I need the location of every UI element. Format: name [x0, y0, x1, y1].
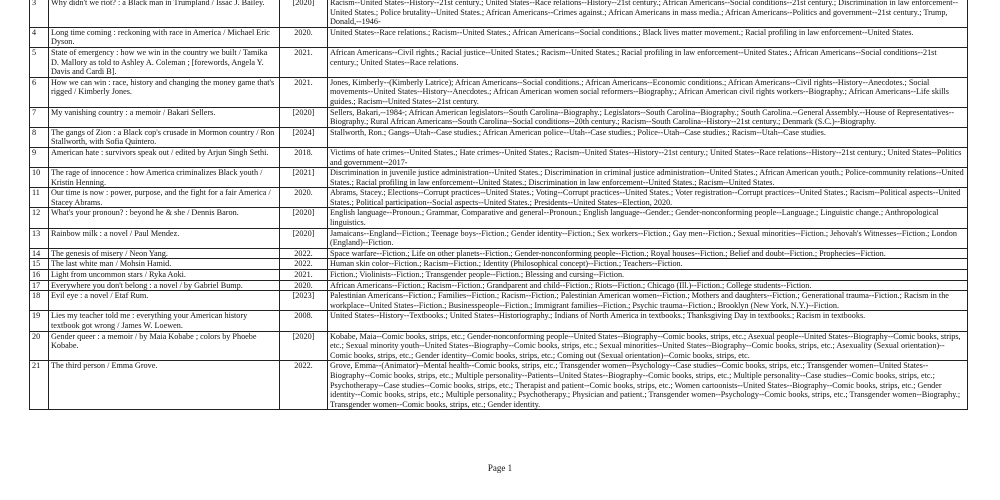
year-cell: 2008. [280, 311, 328, 331]
table-row [30, 188, 968, 208]
row-number-cell: 14 [30, 248, 49, 259]
table-row [30, 311, 968, 331]
table-row [30, 127, 968, 147]
subjects-cell: Human skin color--Fiction.; Racism--Fiction.; Identity (Philosophical concept)--Fiction.; Teachers--Fiction. [328, 259, 968, 270]
title-cell: The genesis of misery / Neon Yang. [49, 248, 280, 259]
row-number-cell: 15 [30, 259, 49, 270]
subjects-cell: Space warfare--Fiction.; Life on other planets--Fiction.; Gender-nonconforming people--Fiction.; Royal houses--Fiction.; Belief and doubt--Fiction.; Prophecies--Fiction. [328, 248, 968, 259]
table-row [30, 77, 968, 107]
title-cell: Everywhere you don't belong : a novel / by Gabriel Bump. [49, 280, 280, 291]
row-number-cell: 17 [30, 280, 49, 291]
title-cell: Rainbow milk : a novel / Paul Mendez. [49, 228, 280, 248]
year-cell: [2021] [280, 168, 328, 188]
year-cell: 2021. [280, 47, 328, 77]
row-number-cell: 18 [30, 291, 49, 311]
table-row [30, 331, 968, 361]
row-number-cell: 5 [30, 47, 49, 77]
year-cell: [2020] [280, 208, 328, 228]
page-number: Page 1 [487, 463, 513, 473]
subjects-cell: United States--History--Textbooks.; United States--Historiography.; Indians of North America in textbooks.; Thanksgiving Day in textbooks.; Racism in textbooks. [328, 311, 968, 331]
year-cell: 2021. [280, 77, 328, 107]
row-number-cell: 11 [30, 188, 49, 208]
subjects-cell: Palestinian Americans--Fiction.; Families--Fiction.; Racism--Fiction.; Palestinian American women--Fiction.; Mothers and daughters--Fiction.; Generational trauma--Fiction.; Racism in the workplace--United States--Fiction.; Businesspeople--Fiction.; Immigrant families--Fiction.; Psychic trauma--Fiction.; Brooklyn (New York, N.Y.)--Fiction. [328, 291, 968, 311]
subjects-cell: Sellers, Bakari,--1984-; African American legislators--South Carolina--Biography.; Legislators--South Carolina--Biography.; South Carolina.--General Assembly.--House of Representatives--Biography.; Rural African Americans--South Carolina--Social conditions--20th century.; Racism--South Carolina--History--21st century.; Denmark (S.C.)--Biography. [328, 107, 968, 127]
catalog-table [29, 0, 968, 410]
title-cell: Lies my teacher told me : everything your American history textbook got wrong / James W. Loewen. [49, 311, 280, 331]
subjects-cell: Jones, Kimberly--(Kimberly Latrice); African Americans--Social conditions.; African Americans--Economic conditions.; African Americans--Civil rights--History--Anecdotes.; Social movements--United States--History--Anecdotes.; African American women social reformers--Biography.; African American civil rights workers--Biography.; African Americans--Life skills guides.; Racism--United States--21st century. [328, 77, 968, 107]
subjects-cell: United States--Race relations.; Racism--United States.; African Americans--Social conditions.; Black lives matter movement.; Racial profiling in law enforcement--United States. [328, 27, 968, 47]
year-cell: 2020. [280, 188, 328, 208]
table-row [30, 228, 968, 248]
year-cell: 2021. [280, 270, 328, 281]
row-number-cell: 16 [30, 270, 49, 281]
table-row [30, 107, 968, 127]
title-cell: Evil eye : a novel / Etaf Rum. [49, 291, 280, 311]
subjects-cell: African Americans--Fiction.; Racism--Fiction.; Grandparent and child--Fiction.; Riots--Fiction.; Chicago (Ill.)--Fiction.; College students--Fiction. [328, 280, 968, 291]
title-cell: Gender queer : a memoir / by Maia Kobabe ; colors by Phoebe Kobabe. [49, 331, 280, 361]
year-cell: 2020. [280, 27, 328, 47]
table-row [30, 248, 968, 259]
subjects-cell: African Americans--Civil rights.; Racial justice--United States.; Racism--United States.; Racial profiling in law enforcement--United States.; African Americans--Social conditions--21st century.; United States--Race relations. [328, 47, 968, 77]
subjects-cell: Fiction.; Violinists--Fiction.; Transgender people--Fiction.; Blessing and cursing--Fiction. [328, 270, 968, 281]
title-cell: What's your pronoun? : beyond he & she / Dennis Baron. [49, 208, 280, 228]
title-cell: My vanishing country : a memoir / Bakari Sellers. [49, 107, 280, 127]
year-cell: [2020] [280, 107, 328, 127]
table-row [30, 0, 968, 27]
year-cell: [2024] [280, 127, 328, 147]
title-cell: The gangs of Zion : a Black cop's crusade in Mormon country / Ron Stallworth, with Sofia Quintero. [49, 127, 280, 147]
title-cell: How we can win : race, history and changing the money game that's rigged / Kimberly Jones. [49, 77, 280, 107]
subjects-cell: Grove, Emma--(Animator)--Mental health--Comic books, strips, etc.; Transgender women--Psychology--Case studies--Comic books, strips, etc.; Transgender women--United States--Biography--Comic books, strips, etc.; Multiple personality--Patients--United States--Biography--Comic books, strips, etc.; Multiple personality--Case studies--Comic books, strips, etc.; Psychotherapy--Case studies--Comic books, strips, etc.; Therapist and patient--Comic books, strips, etc.; Women cartoonists--United States--Biography--Comic books, strips, etc.; Gender identity--Comic books, strips, etc.; Multiple personality.; Psychotherapy.; Physician and patient.; Transgender women--Psychology--Comic books, strips, etc.; Transgender women--Biography.; Transgender women--Comic books, strips, etc.; Gender identity. [328, 361, 968, 410]
row-number-cell: 13 [30, 228, 49, 248]
year-cell: [2020] [280, 331, 328, 361]
row-number-cell: 4 [30, 27, 49, 47]
title-cell: American hate : survivors speak out / edited by Arjun Singh Sethi. [49, 147, 280, 167]
year-cell: 2018. [280, 147, 328, 167]
row-number-cell: 9 [30, 147, 49, 167]
row-number-cell: 20 [30, 331, 49, 361]
title-cell: The last white man / Mohsin Hamid. [49, 259, 280, 270]
table-row [30, 291, 968, 311]
year-cell: [2023] [280, 291, 328, 311]
title-cell: The third person / Emma Grove. [49, 361, 280, 410]
row-number-cell: 10 [30, 168, 49, 188]
year-cell: 2020. [280, 280, 328, 291]
year-cell: [2020] [280, 228, 328, 248]
title-cell: The rage of innocence : how America criminalizes Black youth / Kristin Henning. [49, 168, 280, 188]
subjects-cell: Kobabe, Maia--Comic books, strips, etc.; Gender-nonconforming people--United States--Biography--Comic books, strips, etc.; Asexual people--United States--Biography--Comic books, strips, etc.; Sexual minority youth--United States--Biography--Comic books, strips, etc.; Sexual minorities--United States--Biography--Comic books, strips, etc.; Asexuality (Sexual orientation)--Comic books, strips, etc.; Gender identity--Comic books, strips, etc.; Coming out (Sexual orientation)--Comic books, strips, etc. [328, 331, 968, 361]
title-cell: Long time coming : reckoning with race in America / Michael Eric Dyson. [49, 27, 280, 47]
row-number-cell: 6 [30, 77, 49, 107]
table-row [30, 168, 968, 188]
subjects-cell: English language--Pronoun.; Grammar, Comparative and general--Pronoun.; English language--Gender.; Gender-nonconforming people--Language.; Linguistic change.; Anthropological linguistics. [328, 208, 968, 228]
year-cell: 2022. [280, 259, 328, 270]
row-number-cell: 19 [30, 311, 49, 331]
title-cell: Our time is now : power, purpose, and the fight for a fair America / Stacey Abrams. [49, 188, 280, 208]
subjects-cell: Victims of hate crimes--United States.; Hate crimes--United States.; Racism--United States--History--21st century.; United States--Race relations--History--21st century.; United States--Politics and government--2017- [328, 147, 968, 167]
row-number-cell: 21 [30, 361, 49, 410]
year-cell: [2020] [280, 0, 328, 27]
subjects-cell: Racism--United States--History--21st century.; United States--Race relations--History--21st century.; African Americans--Social conditions--21st century.; Discrimination in law enforcement--United States.; Police brutality--United States.; African Americans--Crimes against.; African Americans in mass media.; African Americans--Politics and government--21st century.; Trump, Donald,--1946- [328, 0, 968, 27]
table-row [30, 280, 968, 291]
title-cell: State of emergency : how we win in the country we built / Tamika D. Mallory as told to Ashley A. Coleman ; [forewords, Angela Y. Davis and Cardi B]. [49, 47, 280, 77]
row-number-cell: 12 [30, 208, 49, 228]
table-row [30, 47, 968, 77]
year-cell: 2022. [280, 361, 328, 410]
table-row [30, 270, 968, 281]
row-number-cell: 8 [30, 127, 49, 147]
table-row [30, 27, 968, 47]
table-row [30, 208, 968, 228]
title-cell: Why didn't we riot? : a Black man in Trumpland / Issac J. Bailey. [49, 0, 280, 27]
table-row [30, 259, 968, 270]
subjects-cell: Discrimination in juvenile justice administration--United States.; Discrimination in criminal justice administration--United States.; African American youth.; Police-community relations--United States.; Racial profiling in law enforcement--United States.; Discrimination in law enforcement--United States.; Racism--United States. [328, 168, 968, 188]
row-number-cell: 3 [30, 0, 49, 27]
table-row [30, 147, 968, 167]
title-cell: Light from uncommon stars / Ryka Aoki. [49, 270, 280, 281]
catalog-table-body [30, 0, 968, 410]
year-cell: 2022. [280, 248, 328, 259]
subjects-cell: Jamaicans--England--Fiction.; Teenage boys--Fiction.; Gender identity--Fiction.; Sex workers--Fiction.; Gay men--Fiction.; Sexual minorities--Fiction.; Jehovah's Witnesses--Fiction.; London (England)--Fiction. [328, 228, 968, 248]
subjects-cell: Stallworth, Ron.; Gangs--Utah--Case studies.; African American police--Utah--Case studies.; Police--Utah--Case studies.; Racism--Utah--Case studies. [328, 127, 968, 147]
table-row [30, 361, 968, 410]
subjects-cell: Abrams, Stacey.; Elections--Corrupt practices--United States.; Voting--Corrupt practices--United States.; Voter registration--Corrupt practices--United States.; Racism--Political aspects--United States.; Political participation--Social aspects--United States.; Presidents--United States--Election, 2020. [328, 188, 968, 208]
row-number-cell: 7 [30, 107, 49, 127]
